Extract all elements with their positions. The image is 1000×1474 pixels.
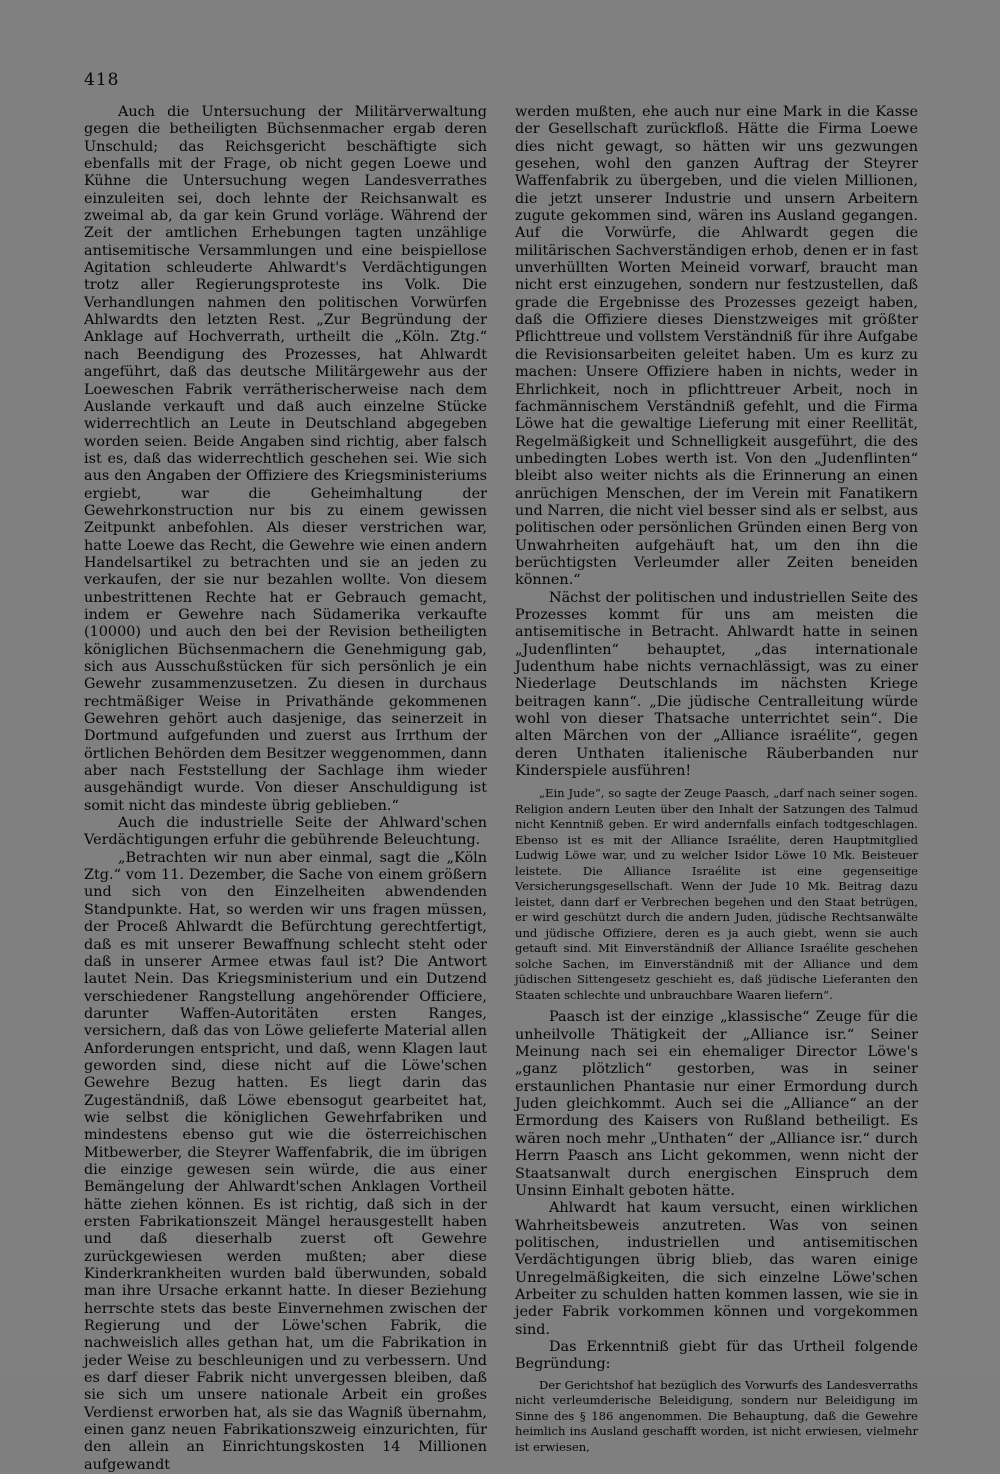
- paragraph: Nächst der politischen und industriellen Seite des Prozesses kommt für uns am meisten die antisemitische in Betracht. Ahlwardt hatte in seinen „Judenflinten“ behauptet, „das internationale Judenthum habe nichts vernachlässigt, was zu einer Niederlage Deutschlands im nächsten Kriege beitragen kann“. „Die jüdische Centralleitung würde wohl von dieser Thatsache unterrichtet sein“. Die alten Märchen von der „Alliance israélite“, gegen deren Unthaten italienische Räuberbanden nur Kinderspiele ausführen!: [515, 589, 918, 780]
- quotation-block: „Ein Jude“, so sagte der Zeuge Paasch, „darf nach seiner sogen. Religion andern Leuten über den Inhalt der Satzungen des Talmud nicht Kenntniß geben. Er wird andernfalls einfach todtgeschlagen. Ebenso ist es mit der Alliance Israélite, deren Hauptmitglied Ludwig Löwe war, und zu welcher Isidor Löwe 10 Mk. Beisteuer leistete. Die Alliance Israélite ist eine gegenseitige Versicherungsgesellschaft. Wenn der Jude 10 Mk. Beitrag dazu leistet, dann darf er Verbrechen begehen und den Staat betrügen, er wird geschützt durch die andern Juden, jüdische Rechtsanwälte und jüdische Offiziere, deren es ja auch giebt, wenn sie auch getauft sind. Mit Einverständniß der Alliance Israélite geschehen solche Sachen, im Einverständniß mit der Alliance und dem jüdischen Sittengesetz geschieht es, daß jüdische Lieferanten den Staaten schlechte und unbrauchbare Waaren liefern“.: [515, 786, 918, 1002]
- paragraph: Ahlwardt hat kaum versucht, einen wirklichen Wahrheitsbeweis anzutreten. Was von seinen politischen, industriellen und antisemitischen Verdächtigungen übrig blieb, das waren einige Unregelmäßigkeiten, die sich einzelne Löwe'schen Arbeiter zu schulden hatten kommen lassen, wie sie in jeder Fabrik vorkommen können und vorgekommen sind.: [515, 1200, 918, 1338]
- paragraph: Auch die Untersuchung der Militärverwaltung gegen die betheiligten Büchsenmacher ergab deren Unschuld; das Reichsgericht beschäftigte sich ebenfalls mit der Frage, ob nicht gegen Loewe und Kühne die Untersuchung wegen Landesverrathes einzuleiten sei, doch lehnte der Reichsanwalt es zweimal ab, da gar kein Grund vorläge. Während der Zeit der amtlichen Erhebungen tagten unzählige antisemitische Versammlungen und eine beispiellose Agitation schleuderte Ahlwardt's Verdächtigungen trotz aller Regierungsproteste ins Volk. Die Verhandlungen nahmen den politischen Vorwürfen Ahlwardts den letzten Rest. „Zur Begründung der Anklage auf Hochverrath, urtheilt die „Köln. Ztg.“ nach Beendigung des Prozesses, hat Ahlwardt angeführt, daß das deutsche Militärgewehr aus der Loeweschen Fabrik verrätherischerweise nach dem Auslande verkauft und daß auch einzelne Stücke widerrechtlich an Leute in Deutschland abgegeben worden seien. Beide Angaben sind richtig, aber falsch ist es, daß das widerrechtlich geschehen sei. Wie sich aus den Angaben der Offiziere des Kriegsministeriums ergiebt, war die Geheimhaltung der Gewehrkonstruction nur bis zu einem gewissen Zeitpunkt anbefohlen. Als dieser verstrichen war, hatte Loewe das Recht, die Gewehre wie einen andern Handelsartikel zu betrachten und sie an jeden zu verkaufen, der sie nur bezahlen wollte. Von diesem unbestrittenen Rechte hat er Gebrauch gemacht, indem er Gewehre nach Südamerika verkaufte (10000) und auch den bei der Revision betheiligten königlichen Büchsenmachern die Genehmigung gab, sich aus Ausschußstücken für sich persönlich je ein Gewehr zusammenzusetzen. Zu diesen in durchaus rechtmäßiger Weise in Privathände gekommenen Gewehren gehört auch dasjenige, das seinerzeit in Dortmund aufgefunden und zuerst aus Irrthum der örtlichen Behörden dem Besitzer weggenommen, dann aber nach Feststellung der Sachlage ihm wieder ausgehändigt wurde. Von dieser Anschuldigung ist somit nicht das mindeste übrig geblieben.“: [84, 104, 487, 814]
- left-column: [84, 104, 487, 1474]
- paragraph: Paasch ist der einzige „klassische“ Zeuge für die unheilvolle Thätigkeit der „Alliance isr.“ Seiner Meinung nach sei ein ehemaliger Director Löwe's „ganz plötzlich“ gestorben, was in seiner erstaunlichen Phantasie nur einer Ermordung durch Juden gleichkommt. Auch sei die „Alliance“ an der Ermordung des Kaisers von Rußland betheiligt. Es wären noch mehr „Unthaten“ der „Alliance isr.“ durch Herrn Paasch ans Licht gekommen, wenn nicht der Staatsanwalt durch energischen Einspruch dem Unsinn Einhalt geboten hätte.: [515, 1009, 918, 1199]
- paragraph: Auch die industrielle Seite der Ahlward'schen Verdächtigungen erfuhr die gebührende Beleuchtung.: [84, 815, 487, 849]
- verdict-text: Der Gerichtshof hat bezüglich des Vorwurfs des Landesverraths nicht verleumderische Beleidigung, sondern nur Beleidigung im Sinne des § 186 angenommen. Die Behauptung, daß die Gewehre heimlich ins Ausland geschafft worden, ist nicht erwiesen, vielmehr ist erwiesen,: [515, 1377, 918, 1454]
- paragraph: Das Erkenntniß giebt für das Urtheil folgende Begründung:: [515, 1338, 918, 1373]
- right-column: [515, 104, 918, 1455]
- paragraph: werden mußten, ehe auch nur eine Mark in die Kasse der Gesellschaft zurückfloß. Hätte die Firma Loewe dies nicht gewagt, so hätten wir uns gezwungen gesehen, wohl den ganzen Auftrag der Steyrer Waffenfabrik zu übergeben, und die vielen Millionen, die jetzt unserer Industrie und unsern Arbeitern zugute gekommen sind, wären ins Ausland gegangen. Auf die Vorwürfe, die Ahlwardt gegen die militärischen Sachverständigen erhob, denen er in fast unverhüllten Worten Meineid vorwarf, braucht man nicht erst einzugehen, sondern nur festzustellen, daß grade die Ergebnisse des Prozesses gezeigt haben, daß die Offiziere dieses Dienstzweiges mit größter Pflichttreue und vollstem Verständniß für ihre Aufgabe die Revisionsarbeiten geleitet haben. Um es kurz zu machen: Unsere Offiziere haben in nichts, weder in Ehrlichkeit, noch in pflichttreuer Arbeit, noch in fachmännischem Verständniß gefehlt, und die Firma Löwe hat die gewaltige Lieferung mit einer Reellität, Regelmäßigkeit und Schnelligkeit ausgeführt, die des unbedingten Lobes werth ist. Von den „Judenflinten“ bleibt also weiter nichts als die Erinnerung an einen anrüchigen Menschen, der im Verein mit Fanatikern und Narren, die nicht viel besser sind als er selbst, aus politischen oder persönlichen Gründen einen Berg von Unwahrheiten aufgehäuft hat, um den ihn die berüchtigsten Verleumder aller Zeiten beneiden können.“: [515, 104, 918, 589]
- paragraph: „Betrachten wir nun aber einmal, sagt die „Köln Ztg.“ vom 11. Dezember, die Sache von einem größern und sich von den Einzelheiten abwendenden Standpunkte. Hat, so werden wir uns fragen müssen, der Proceß Ahlwardt die Befürchtung gerechtfertigt, daß es mit unserer Bewaffnung schlecht steht oder daß in unserer Armee etwas faul ist? Die Antwort lautet Nein. Das Kriegsministerium und ein Dutzend verschiedener Rangstellung angehörender Officiere, darunter Waffen-Autoritäten ersten Ranges, versichern, daß das von Löwe gelieferte Material allen Anforderungen entspricht, und daß, wenn Klagen laut geworden sind, diese nicht auf die Löwe'schen Gewehre Bezug hatten. Es liegt darin das Zugeständniß, daß Löwe ebensogut gearbeitet hat, wie selbst die königlichen Gewehrfabriken und mindestens ebenso gut wie die österreichischen Mitbewerber, die Steyrer Waffenfabrik, die im übrigen die einzige gewesen sein würde, die aus einer Bemängelung der Ahlwardt'schen Anklagen Vortheil hätte ziehen können. Es ist richtig, daß sich in der ersten Fabrikationszeit Mängel herausgestellt haben und daß dieserhalb zuerst oft Gewehre zurückgewiesen werden mußten; aber diese Kinderkrankheiten wurden bald überwunden, sobald man ihre Ursache erkannt hatte. In dieser Beziehung herrschte stets das beste Einvernehmen zwischen der Regierung und der Löwe'schen Fabrik, die nachweislich alles gethan hat, um die Fabrikation in jeder Weise zu beschleunigen und zu verbessern. Und es darf dieser Fabrik nicht unvergessen bleiben, daß sie sich um unsere nationale Arbeit ein großes Verdienst erworben hat, als sie das Wagniß übernahm, einen ganz neuen Fabrikationszweig einzurichten, für den allein an Einrichtungskosten 14 Millionen aufgewandt: [84, 849, 487, 1473]
- page-number: 418: [84, 70, 120, 90]
